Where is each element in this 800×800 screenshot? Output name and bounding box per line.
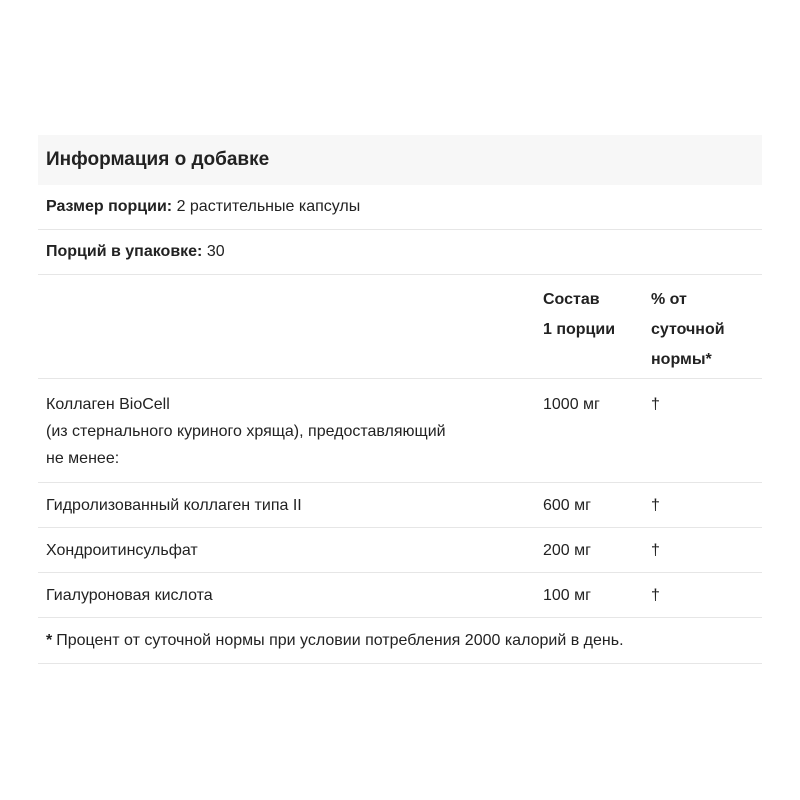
footnote-mark: * — [46, 631, 53, 649]
dv-header-line: нормы* — [651, 351, 712, 368]
footnote-text: Процент от суточной нормы при условии потребления 2000 калорий в день. — [56, 631, 624, 649]
dv-header-line: суточной — [651, 321, 725, 338]
header-spacer — [38, 285, 543, 378]
ingredient-name: Гиалуроновая кислота — [46, 586, 213, 604]
ingredient-amount: 1000 мг — [543, 396, 600, 413]
ingredient-name — [38, 391, 543, 482]
column-header-row — [38, 275, 762, 379]
table-row — [38, 379, 762, 483]
amount-header-line: Состав — [543, 291, 600, 308]
ingredient-daily-value: † — [651, 541, 660, 559]
serving-size-label: Размер порции: — [46, 198, 173, 215]
ingredient-amount: 100 мг — [543, 586, 591, 604]
footnote — [38, 618, 762, 664]
dv-header-line: % от — [651, 291, 687, 308]
amount-column-header — [543, 285, 651, 378]
servings-per-container-row — [38, 230, 762, 275]
table-row — [38, 528, 762, 573]
supplement-facts-panel — [38, 135, 762, 664]
table-row — [38, 483, 762, 528]
ingredient-name-line: (из стернального куриного хряща), предоставляющий — [46, 423, 446, 440]
ingredient-amount: 200 мг — [543, 541, 591, 559]
ingredient-daily-value: † — [651, 396, 660, 413]
ingredient-daily-value: † — [651, 586, 660, 604]
daily-value-column-header — [651, 285, 762, 378]
ingredient-name: Хондроитинсульфат — [46, 541, 198, 559]
ingredient-daily-value: † — [651, 496, 660, 514]
table-row — [38, 573, 762, 618]
ingredient-name: Гидролизованный коллаген типа II — [46, 496, 302, 514]
servings-label: Порций в упаковке: — [46, 243, 203, 260]
servings-value: 30 — [206, 243, 225, 260]
amount-header-line: 1 порции — [543, 321, 616, 338]
ingredient-amount: 600 мг — [543, 496, 591, 514]
serving-size-value: 2 растительные капсулы — [176, 198, 361, 215]
serving-size-row — [38, 185, 762, 230]
panel-title: Информация о добавке — [38, 135, 762, 185]
ingredient-name-line: Коллаген BioCell — [46, 396, 170, 413]
ingredient-name-line: не менее: — [46, 450, 120, 467]
